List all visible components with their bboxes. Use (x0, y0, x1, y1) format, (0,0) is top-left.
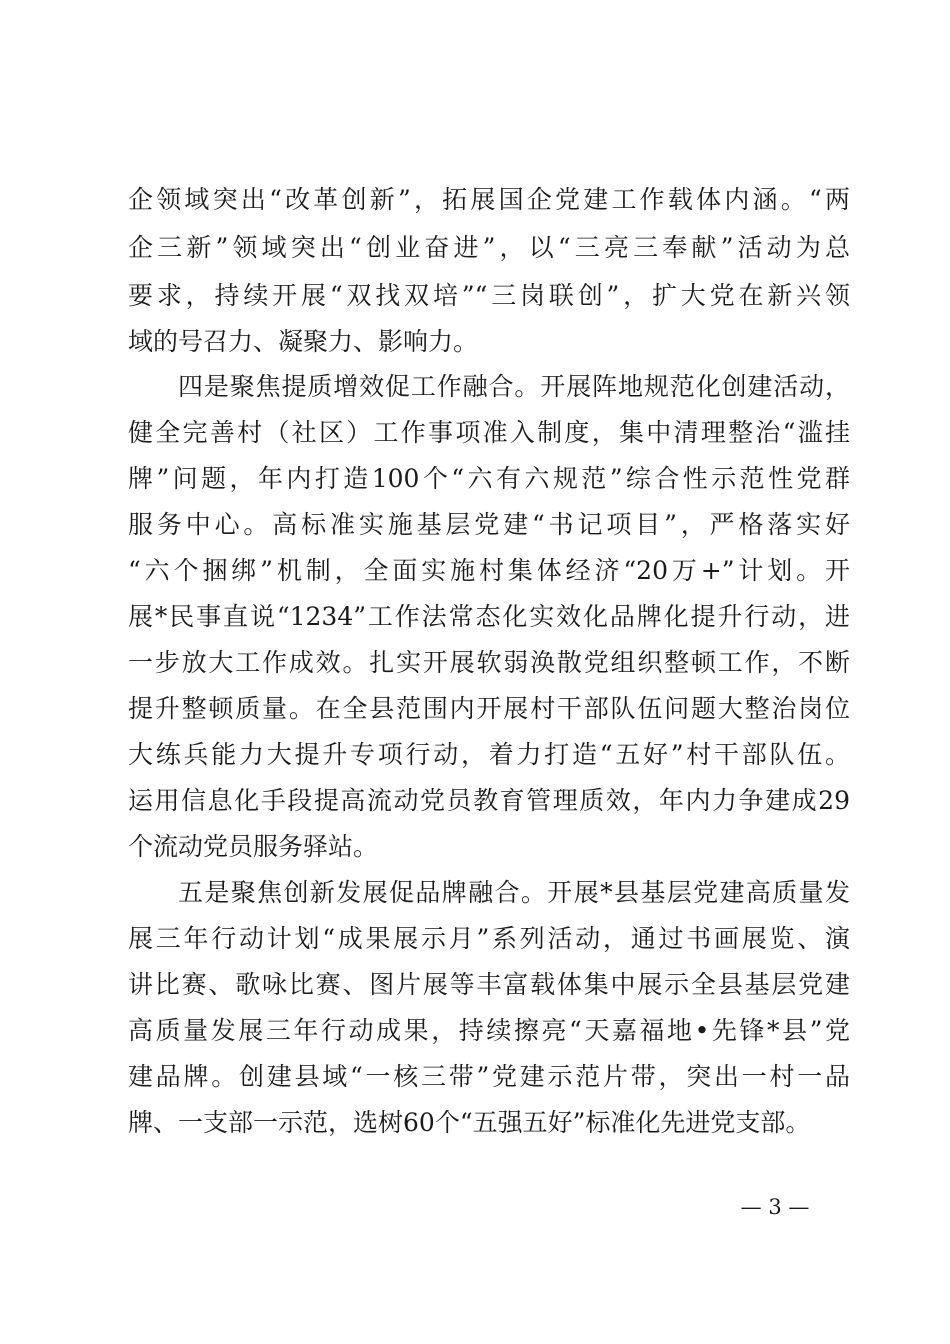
text-line: 运用信息化手段提高流动党员教育管理质效，年内力争建成29 (128, 786, 850, 815)
text-line: 健全完善村（社区）工作事项准入制度，集中清理整治“滥挂 (128, 418, 850, 447)
text-line: 牌、一支部一示范，选树60个“五强五好”标准化先进党支部。 (128, 1108, 811, 1137)
text-line: 建品牌。创建县域“一核三带”党建示范片带，突出一村一品 (128, 1062, 850, 1091)
text-line: 企三新”领域突出“创业奋进”，以“三亮三奉献”活动为总 (128, 233, 850, 262)
paragraph-first-line: 五是聚焦创新发展促品牌融合。开展*县基层党建高质量发 (178, 878, 850, 907)
text-line: 大练兵能力大提升专项行动，着力打造“五好”村干部队伍。 (128, 740, 850, 769)
text-line: 展三年行动计划“成果展示月”系列活动，通过书画展览、演 (128, 924, 850, 953)
text-line: “六个捆绑”机制，全面实施村集体经济“20万+”计划。开 (128, 556, 850, 585)
text-line: 讲比赛、歌咏比赛、图片展等丰富载体集中展示全县基层党建 (128, 970, 850, 999)
text-line: 要求，持续开展“双找双培”“三岗联创”，扩大党在新兴领 (128, 281, 850, 310)
text-line: 牌”问题，年内打造100个“六有六规范”综合性示范性党群 (128, 464, 850, 493)
page-number: — 3 — (740, 1195, 810, 1219)
paragraph-first-line: 四是聚焦提质增效促工作融合。开展阵地规范化创建活动， (178, 372, 850, 401)
text-line: 个流动党员服务驿站。 (128, 832, 379, 861)
text-line: 服务中心。高标准实施基层党建“书记项目”，严格落实好 (128, 510, 850, 539)
text-line: 一步放大工作成效。扎实开展软弱涣散党组织整顿工作，不断 (128, 648, 850, 677)
text-line: 高质量发展三年行动成果，持续擦亮“天嘉福地•先锋*县”党 (128, 1016, 850, 1045)
text-line: 提升整顿质量。在全县范围内开展村干部队伍问题大整治岗位 (128, 694, 850, 723)
text-line: 企领域突出“改革创新”，拓展国企党建工作载体内涵。“两 (128, 185, 850, 214)
text-line: 域的号召力、凝聚力、影响力。 (128, 327, 479, 356)
text-line: 展*民事直说“1234”工作法常态化实效化品牌化提升行动，进 (128, 602, 850, 631)
